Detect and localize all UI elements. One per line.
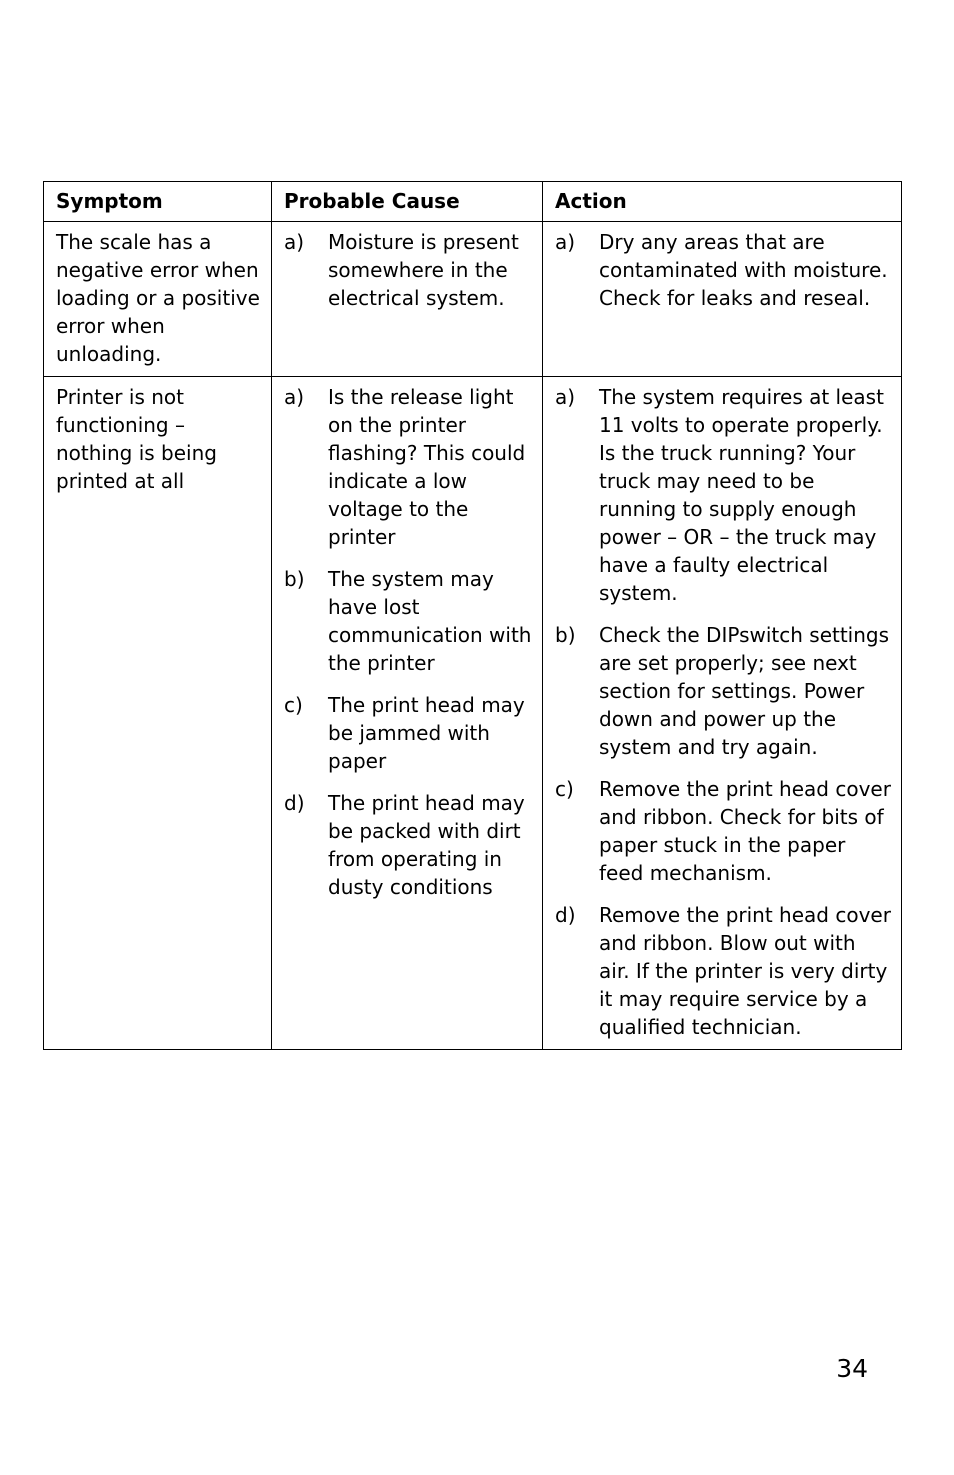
cause-item xyxy=(284,565,532,677)
action-item xyxy=(555,901,891,1041)
page-number: 34 xyxy=(836,1354,868,1383)
item-marker: c) xyxy=(284,693,303,717)
symptom-cell: The scale has a negative error when loading or a positive error when unloading. xyxy=(44,222,272,377)
table-header-row xyxy=(44,182,902,222)
item-text: Remove the print head cover and ribbon. Blow out with air. If the printer is very dirty it may require service by a qualified technician. xyxy=(599,903,891,1039)
action-item xyxy=(555,383,891,607)
item-text: The print head may be packed with dirt from operating in dusty conditions xyxy=(328,791,525,899)
item-text: The system may have lost communication with the printer xyxy=(328,567,532,675)
item-text: Check the DIPswitch settings are set properly; see next section for settings. Power down and power up the system and try again. xyxy=(599,623,890,759)
symptom-cell: Printer is not functioning – nothing is being printed at all xyxy=(44,377,272,1050)
cause-item xyxy=(284,228,532,312)
action-cell xyxy=(543,222,902,377)
action-item xyxy=(555,228,891,312)
action-cell xyxy=(543,377,902,1050)
action-item xyxy=(555,621,891,761)
item-marker: b) xyxy=(555,623,576,647)
item-text: Dry any areas that are contaminated with moisture. Check for leaks and reseal. xyxy=(599,230,888,310)
cause-item xyxy=(284,691,532,775)
cause-cell xyxy=(272,377,543,1050)
action-header: Action xyxy=(543,182,902,222)
cause-item xyxy=(284,789,532,901)
action-item xyxy=(555,775,891,887)
item-marker: a) xyxy=(555,385,576,409)
item-marker: d) xyxy=(284,791,305,815)
item-marker: a) xyxy=(284,230,305,254)
item-text: The print head may be jammed with paper xyxy=(328,693,525,773)
item-text: Moisture is present somewhere in the electrical system. xyxy=(328,230,519,310)
cause-cell xyxy=(272,222,543,377)
probable-cause-header: Probable Cause xyxy=(272,182,543,222)
item-text: Is the release light on the printer flashing? This could indicate a low voltage to the printer xyxy=(328,385,526,549)
item-marker: c) xyxy=(555,777,574,801)
troubleshooting-table xyxy=(43,181,902,1050)
table-row xyxy=(44,377,902,1050)
item-marker: a) xyxy=(284,385,305,409)
item-text: Remove the print head cover and ribbon. Check for bits of paper stuck in the paper feed mechanism. xyxy=(599,777,891,885)
item-marker: b) xyxy=(284,567,305,591)
table-row xyxy=(44,222,902,377)
item-text: The system requires at least 11 volts to operate properly. Is the truck running? Your truck may need to be running to supply enough power – OR – the truck may have a faulty electrical system. xyxy=(599,385,884,605)
item-marker: a) xyxy=(555,230,576,254)
item-marker: d) xyxy=(555,903,576,927)
symptom-header: Symptom xyxy=(44,182,272,222)
cause-item xyxy=(284,383,532,551)
